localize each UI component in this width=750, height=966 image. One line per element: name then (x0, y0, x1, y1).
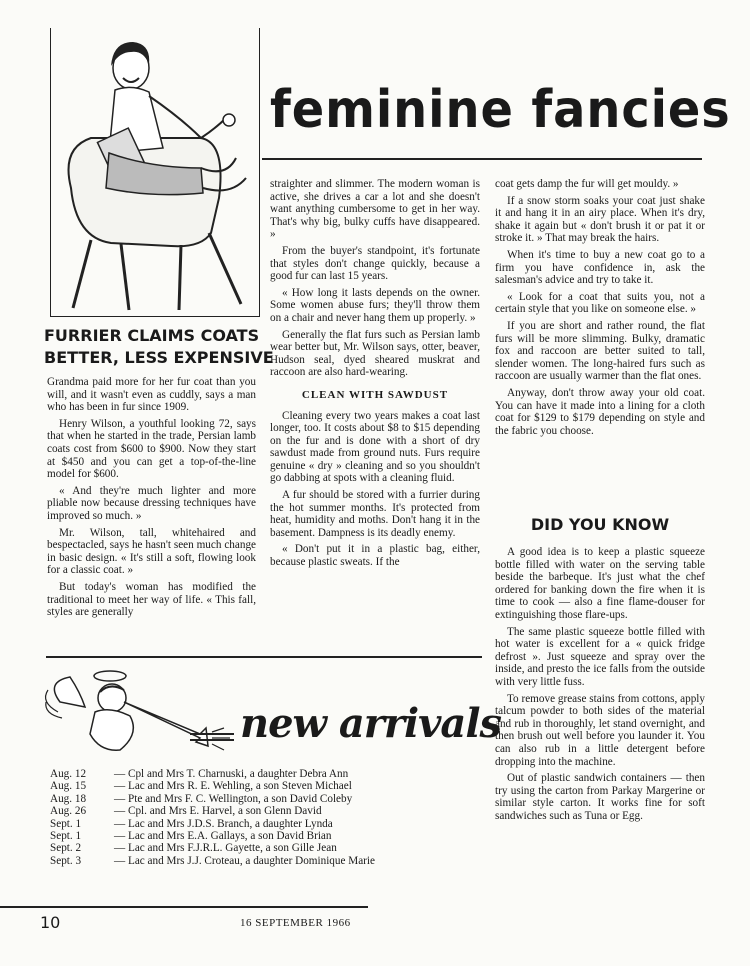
list-item: Aug. 26 — Cpl. and Mrs E. Harvel, a son Glenn David (50, 805, 322, 818)
new-arrivals-flourish (188, 726, 238, 746)
article-headline (44, 325, 274, 369)
list-item: Aug. 15 — Lac and Mrs R. E. Wehling, a son Steven Michael (50, 780, 352, 793)
paragraph: If you are short and rather round, the flat furs will be more slimming. Bulky, dramatic fox and raccoon are better suited to tall, slender women. The long-haired furs such as raccoon are usually warmer than the flat ones. (495, 319, 705, 383)
section-divider (46, 656, 482, 658)
paragraph: « How long it lasts depends on the owner. Some women abuse furs; they'll throw them on a chair and never hang them up properly. » (270, 286, 480, 324)
article-column-3 (495, 178, 705, 441)
section-title: feminine fancies (270, 80, 731, 140)
woman-in-chair-illustration (50, 28, 260, 317)
list-item: Aug. 12 — Cpl and Mrs T. Charnuski, a daughter Debra Ann (50, 768, 349, 780)
article-column-2 (270, 178, 480, 573)
headline-line-1: FURRIER CLAIMS COATS (44, 326, 260, 345)
paragraph: « And they're much lighter and more pliable now because dressing techniques have improved so much. » (47, 484, 256, 522)
paragraph: When it's time to buy a new coat go to a firm you have confidence in, ask the salesman's advice and try to take it. (495, 248, 705, 287)
page-number: 10 (40, 913, 61, 932)
paragraph: A fur should be stored with a furrier during the hot summer months. It's protected from heat, humidity and moths. Don't hang it in the basement. Dampness is its deadly enemy. (270, 489, 480, 539)
paragraph: If a snow storm soaks your coat just shake it and hang it in an airy place. When it's dry, shake it again but « don't brush it or pat it or stroke it. » That may break the hairs. (495, 194, 705, 245)
title-rule (262, 158, 702, 160)
paragraph: coat gets damp the fur will get mouldy. » (495, 178, 679, 190)
paragraph: The same plastic squeeze bottle filled with hot water is excellent for a « quick fridge defrost ». Just squeeze and spray over the inside, and presto the ice falls from the outside with very little fuss. (495, 625, 705, 688)
paragraph: Henry Wilson, a youthful looking 72, says that when he started in the trade, Persian lamb coats cost from $600 to $900. Now they start at $450 and you can get a top-of-the-line model for $600. (47, 417, 256, 481)
paragraph: Out of plastic sandwich containers — then try using the carton from Parkay Margerine or similar style carton. It works fine for soft sandwiches such as Tuna or Egg. (495, 772, 705, 822)
paragraph: « Look for a coat that suits you, not a certain style that you like on someone else. » (495, 290, 705, 316)
paragraph: straighter and slimmer. The modern woman is active, she drives a car a lot and she doesn't want anything cumbersome to get in her way. That's why big, bulky cuffs have disappeared. » (270, 178, 480, 241)
list-item: Sept. 2 — Lac and Mrs F.J.R.L. Gayette, a son Gille Jean (50, 842, 337, 855)
issue-date: 16 SEPTEMBER 1966 (240, 917, 351, 929)
paragraph: « Don't put it in a plastic bag, either, because plastic sweats. If the (270, 543, 480, 569)
paragraph: But today's woman has modified the traditional to meet her way of life. « This fall, styles are generally (47, 580, 256, 619)
paragraph: From the buyer's standpoint, it's fortunate that styles don't change quickly, because a good fur can last 15 years. (270, 244, 480, 283)
paragraph: Anyway, don't throw away your old coat. You can have it made into a lining for a cloth coat for $129 to $179 depending on style and the fabric you choose. (495, 386, 705, 437)
paragraph: Generally the flat furs such as Persian lamb wear better but, Mr. Wilson says, otter, beaver, Hudson seal, dyed sheared muskrat and raccoon are also hard-wearing. (270, 328, 480, 379)
list-item: Sept. 3 — Lac and Mrs J.J. Croteau, a daughter Dominique Marie (50, 854, 375, 867)
paragraph: Grandma paid more for her fur coat than you will, and it wasn't even as cuddly, says a man who has been in fur since 1909. (47, 376, 256, 414)
list-item: Aug. 18 — Pte and Mrs F. C. Wellington, a son David Coleby (50, 792, 353, 805)
headline-line-2: BETTER, LESS EXPENSIVE (44, 348, 274, 367)
paragraph: A good idea is to keep a plastic squeeze bottle filled with water on the serving table beside the barbeque. It's just what the chef ordered for banking down the fire when it is time to cook — also a fine flame-douser for extinguishing those flare-ups. (495, 546, 705, 621)
paragraph: Mr. Wilson, tall, whitehaired and bespectacled, says he hasn't seen much change in basic design. « It's still a soft, flowing look for a classic coat. » (47, 526, 256, 577)
footer-rule (0, 906, 368, 908)
did-you-know-column (495, 546, 705, 826)
subheading: CLEAN WITH SAWDUST (301, 388, 449, 401)
list-item: Sept. 1 — Lac and Mrs J.D.S. Branch, a daughter Lynda (50, 817, 333, 830)
cherub-illustration (40, 662, 240, 762)
paragraph: Cleaning every two years makes a coat last longer, too. It costs about $8 to $15 depending on the fur and is done with a short of dry sawdust made from ground nuts. Furs require genuine « dry » cleaning and so you shouldn't go dabbing at spots with a cleaning fluid. (270, 409, 480, 485)
new-arrivals-list (50, 768, 490, 867)
article-column-1 (47, 376, 256, 623)
list-item: Sept. 1 — Lac and Mrs E.A. Gallays, a son David Brian (50, 830, 332, 843)
did-you-know-headline: DID YOU KNOW (530, 515, 670, 534)
paragraph: To remove grease stains from cottons, apply talcum powder to both sides of the material and rub in thoroughly, let stand overnight, and then brush out well before you launder it. You can also rub in a little detergent before dropping into the machine. (495, 692, 705, 768)
new-arrivals-title: new arrivals (240, 700, 502, 747)
